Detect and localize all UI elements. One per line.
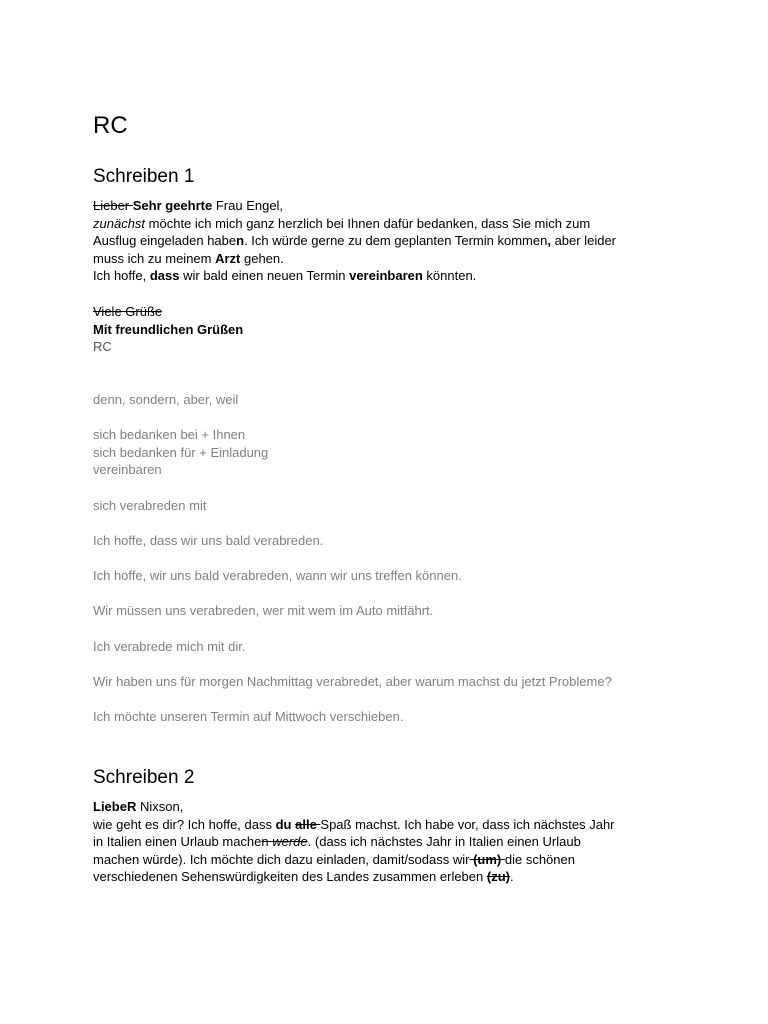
example-line: Ich möchte unseren Termin auf Mittwoch verschieben. bbox=[93, 709, 404, 724]
line-text: in Italien einen Urlaub mache bbox=[93, 834, 262, 850]
example-3 bbox=[93, 602, 433, 620]
line-text: Ich hoffe, bbox=[93, 268, 150, 284]
letter-2-line-2 bbox=[93, 833, 615, 851]
bold-correction: dass bbox=[149, 268, 180, 284]
struck-word: (zu) bbox=[486, 869, 510, 885]
line-text: machen würde). Ich möchte dich dazu einladen, damit/sodass wir bbox=[93, 851, 470, 867]
line-text: aber leider bbox=[550, 233, 617, 249]
note-conjunctions bbox=[93, 391, 238, 409]
closing-bold-line bbox=[93, 321, 243, 339]
corrected-closing: Mit freundlichen Grüßen bbox=[93, 321, 244, 337]
line-text: gehen. bbox=[240, 250, 284, 266]
letter-1-line-1 bbox=[93, 215, 616, 233]
letter-1 bbox=[93, 197, 616, 285]
italic-word: zunächst bbox=[93, 215, 146, 231]
line-text: verschiedenen Sehenswürdigkeiten des Landes zusammen erleben bbox=[93, 869, 487, 885]
closing-struck-line bbox=[93, 303, 243, 321]
example-line: Ich hoffe, dass wir uns bald verabreden. bbox=[93, 533, 324, 548]
example-line: Ich hoffe, wir uns bald verabreden, wann wir uns treffen können. bbox=[93, 568, 462, 583]
letter-2-line-3 bbox=[93, 851, 615, 869]
struck-word: (um) bbox=[469, 851, 505, 867]
line-text: die schönen bbox=[504, 851, 575, 867]
greeting-name: Frau Engel, bbox=[212, 198, 284, 213]
line-text: möchte ich mich ganz herzlich bei Ihnen dafür bedanken, dass Sie mich zum bbox=[145, 215, 591, 231]
note-verabreden bbox=[93, 497, 206, 515]
note-line: sich bedanken für + Einladung bbox=[93, 444, 269, 460]
bold-correction: , bbox=[547, 233, 551, 249]
letter-2-line-4 bbox=[93, 868, 615, 886]
corrected-greeting: Sehr geehrte bbox=[132, 198, 213, 213]
letter-2 bbox=[93, 798, 615, 886]
bold-correction: du bbox=[275, 816, 292, 832]
line-text: wie geht es dir? Ich hoffe, dass bbox=[93, 816, 276, 832]
example-line: Ich verabrede mich mit dir. bbox=[93, 639, 246, 654]
note-line: sich bedanken bei + Ihnen bbox=[93, 427, 246, 442]
letter-1-line-2 bbox=[93, 232, 616, 250]
example-5 bbox=[93, 673, 612, 691]
section-heading-schreiben-1: Schreiben 1 bbox=[93, 166, 195, 187]
letter-1-line-4 bbox=[93, 267, 616, 285]
example-line: Wir haben uns für morgen Nachmittag verabredet, aber warum machst du jetzt Probleme? bbox=[93, 674, 612, 689]
section-heading-schreiben-2: Schreiben 2 bbox=[93, 767, 195, 788]
line-text: muss ich zu meinem bbox=[93, 250, 216, 266]
letter-2-line-1 bbox=[93, 816, 615, 834]
line-text: wir bald einen neuen Termin bbox=[179, 268, 350, 284]
bold-correction: Arzt bbox=[215, 250, 241, 266]
letter-1-closing bbox=[93, 303, 243, 356]
bold-correction: n bbox=[236, 233, 245, 249]
signature: RC bbox=[93, 339, 112, 355]
corrected-greeting: LiebeR bbox=[93, 799, 137, 814]
line-text: Ausflug eingeladen habe bbox=[93, 233, 237, 249]
letter-2-greeting bbox=[93, 798, 615, 816]
bold-correction: vereinbaren bbox=[349, 268, 423, 284]
example-2 bbox=[93, 567, 462, 585]
line-text: könnten. bbox=[422, 268, 477, 284]
example-4 bbox=[93, 638, 245, 656]
greeting-name: Nixson, bbox=[136, 799, 184, 814]
example-line: Wir müssen uns verabreden, wer mit wem im Auto mitfährt. bbox=[93, 603, 434, 618]
line-text: Spaß machst. Ich habe vor, dass ich nächstes Jahr bbox=[320, 816, 615, 832]
letter-1-line-3 bbox=[93, 250, 616, 268]
example-1 bbox=[93, 532, 323, 550]
line-text: . Ich würde gerne zu dem geplanten Termin kommen bbox=[244, 233, 548, 249]
example-6 bbox=[93, 708, 403, 726]
note-line: denn, sondern, aber, weil bbox=[93, 392, 239, 407]
struck-word: alle bbox=[295, 816, 321, 832]
document-title: RC bbox=[93, 112, 128, 139]
letter-1-greeting bbox=[93, 197, 616, 215]
struck-word: n bbox=[261, 834, 273, 850]
line-text: . bbox=[509, 869, 514, 885]
note-verbs bbox=[93, 426, 268, 479]
struck-closing: Viele Grüße bbox=[93, 304, 163, 319]
note-line: vereinbaren bbox=[93, 462, 162, 478]
line-text: . (dass ich nächstes Jahr in Italien einen Urlaub bbox=[307, 834, 581, 850]
struck-word: werde bbox=[272, 834, 308, 850]
note-line: sich verabreden mit bbox=[93, 498, 207, 513]
struck-greeting: Lieber bbox=[93, 198, 133, 213]
